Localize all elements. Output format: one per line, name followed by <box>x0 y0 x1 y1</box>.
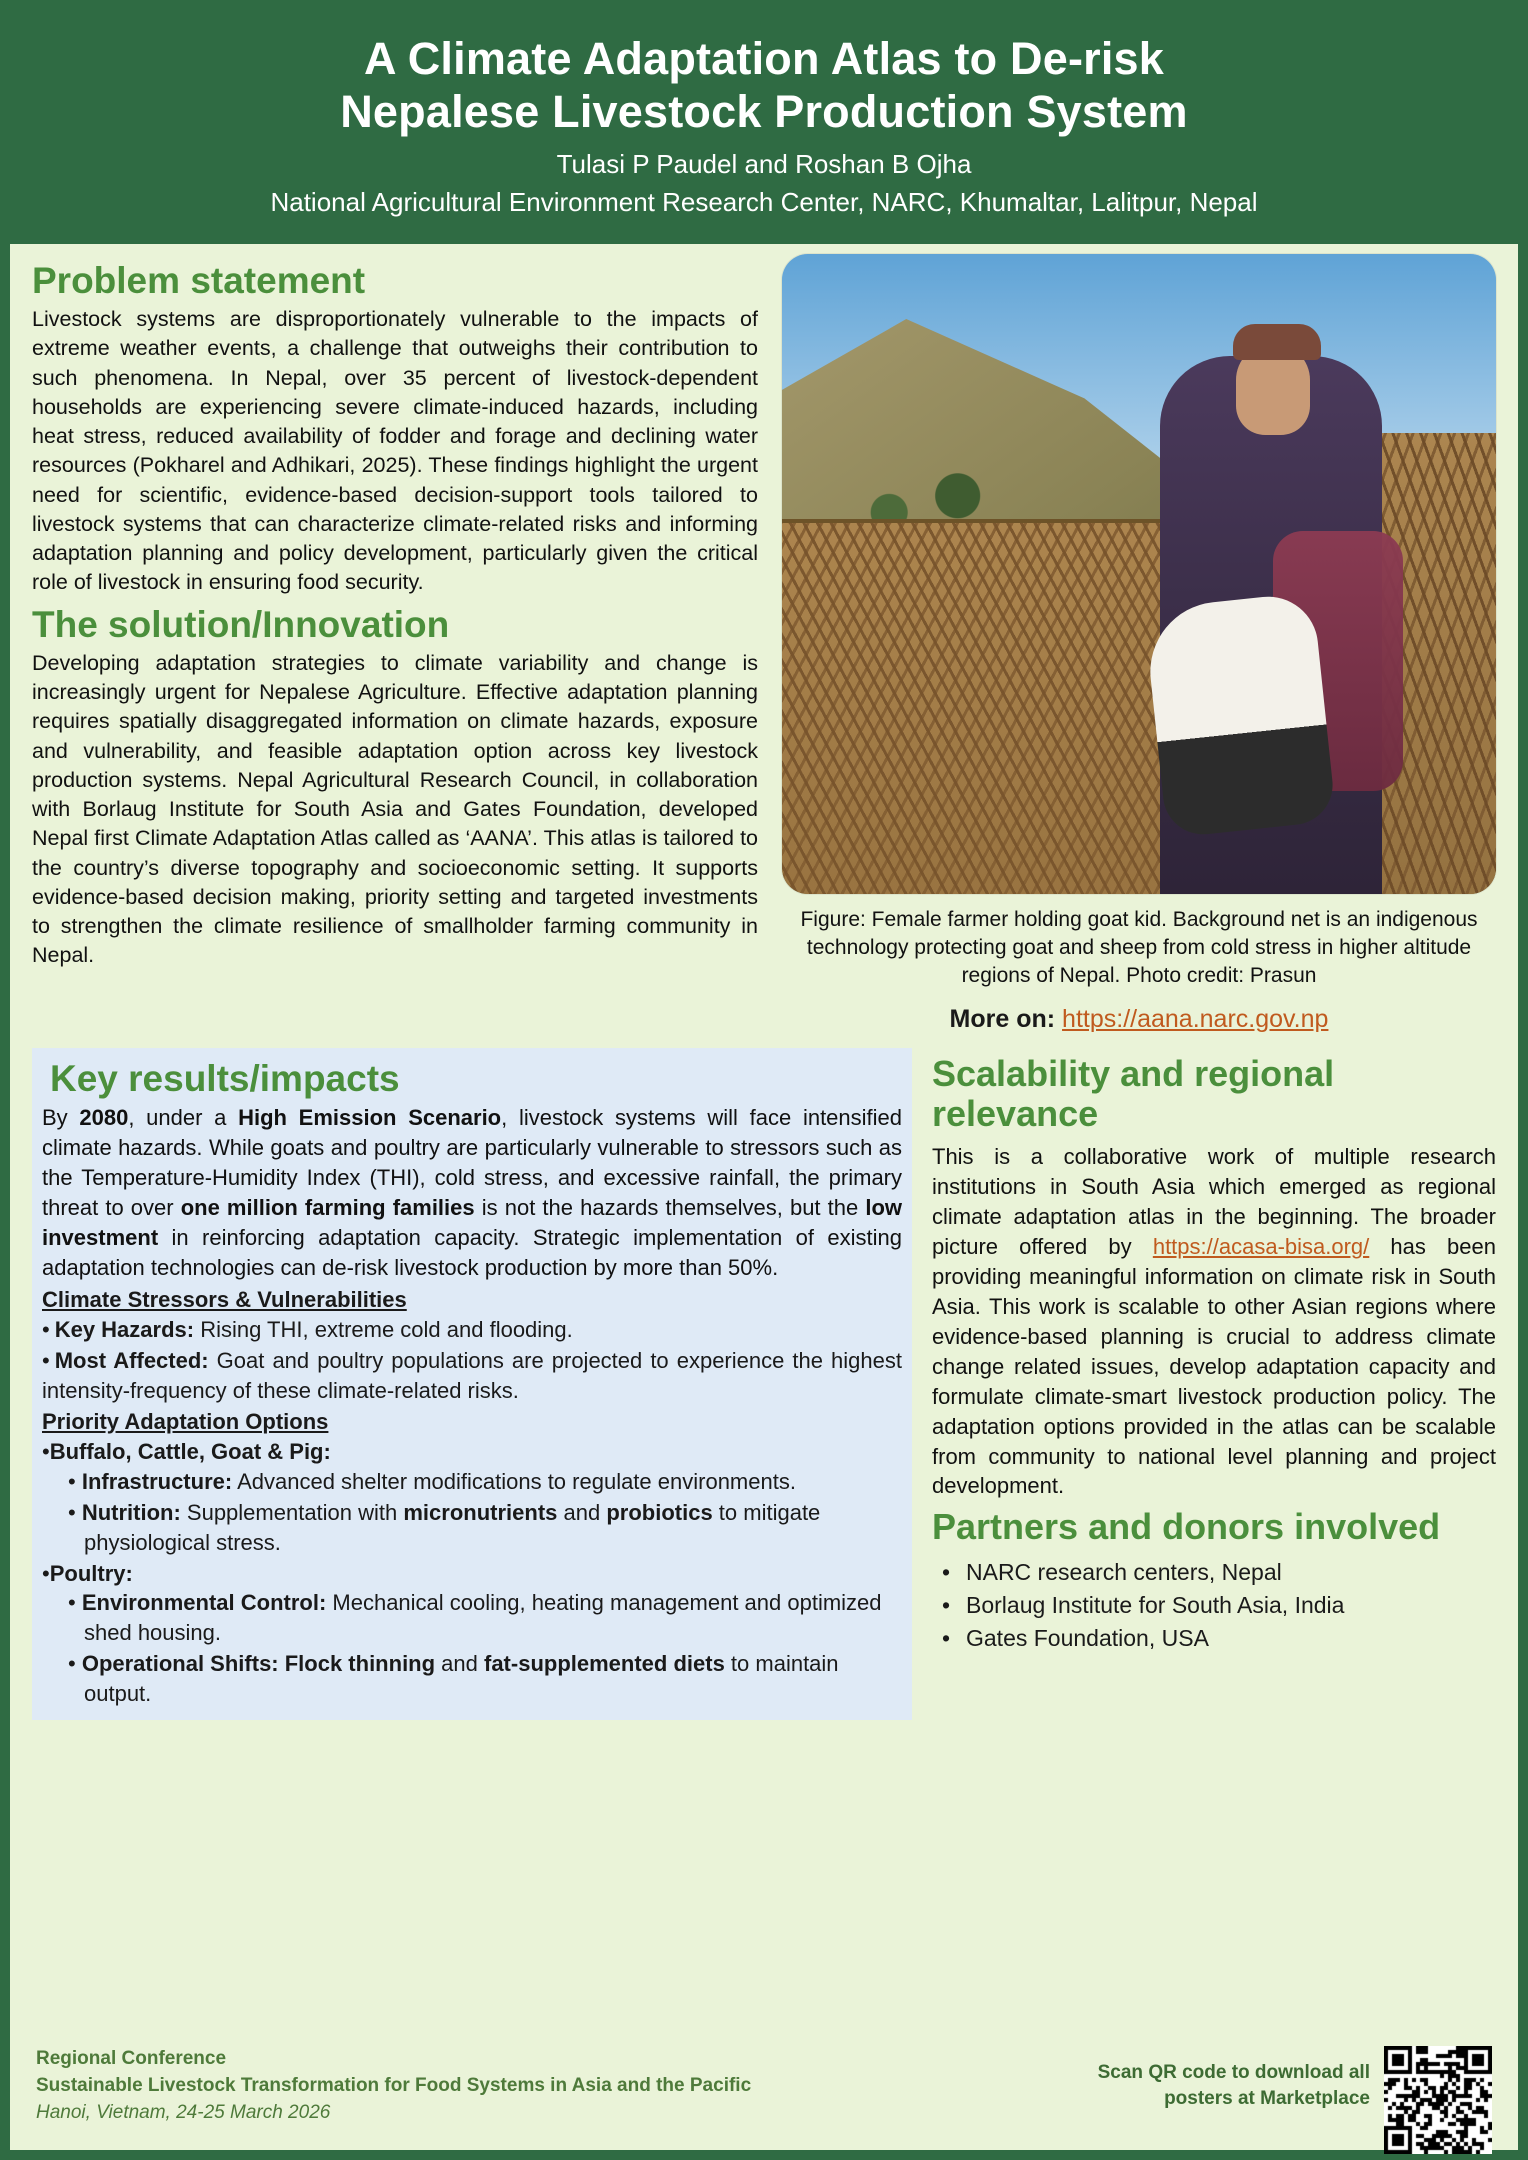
authors: Tulasi P Paudel and Roshan B Ojha <box>556 149 972 180</box>
key-results-segment-0: By <box>42 1105 80 1131</box>
figure-caption: Figure: Female farmer holding goat kid. Background net is an indigenous technology protecting goat and sheep from cold stress in higher altitude regions of Nepal. Photo credit: Prasun <box>800 907 1478 988</box>
climate-stressors-list <box>42 1315 902 1405</box>
bullet-icon: • <box>42 1316 50 1342</box>
problem-statement-text: Livestock systems are disproportionately vulnerable to the impacts of extreme weather events, a challenge that outweighs their contribution to such phenomena. In Nepal, over 35 percent of livestock-dependent households are experiencing severe climate-induced hazards, including heat stress, reduced availability of fodder and forage and declining water resources (Pokharel and Adhikari, 2025). These findings highlight the urgent need for scientific, evidence-based decision-support tools tailored to livestock systems that can characterize climate-related risks and informing adaptation planning and policy development, particularly given the critical role of livestock in ensuring food security. <box>32 307 758 595</box>
key-results-segment-3: High Emission Scenario <box>238 1105 502 1131</box>
adaptation-option-text: to maintain output. <box>84 1651 839 1706</box>
page-title <box>50 32 1478 138</box>
adaptation-group-label: Poultry: <box>49 1560 133 1586</box>
qr-area <box>1098 2046 1492 2154</box>
key-results-segment-8: in reinforcing adaptation capacity. Strategic implementation of existing adaptation technologies can de-risk livestock production by more than 50%. <box>42 1224 902 1280</box>
adaptation-option-list <box>68 1588 902 1708</box>
conference-info <box>36 2046 751 2127</box>
adaptation-option-text: and <box>557 1500 607 1526</box>
acasa-link[interactable]: https://acasa-bisa.org/ <box>1152 1234 1370 1260</box>
solution-text: Developing adaptation strategies to climate variability and change is increasingly urgent for Nepalese Agriculture. Effective adaptation planning requires spatially disaggregated information on climate hazards, exposure and vulnerability, and feasible adaptation option across key livestock production systems. Nepal Agricultural Research Council, in collaboration with Borlaug Institute for South Asia and Gates Foundation, developed Nepal first Climate Adaptation Atlas called as ‘AANA’. This atlas is tailored to the country’s diverse topography and socioeconomic setting. It supports evidence-based decision making, priority setting and targeted investments to strengthen the climate resilience of smallholder farming community in Nepal. <box>32 651 758 968</box>
bullet-icon: • <box>42 1348 50 1374</box>
adaptation-option-text: Supplementation with <box>180 1500 404 1526</box>
right-column <box>782 254 1496 1034</box>
key-results-segment-6: is not the hazards themselves, but the <box>474 1194 866 1220</box>
adaptation-option-label: Operational Shifts: Flock thinning <box>81 1651 436 1677</box>
adaptation-group-label: Buffalo, Cattle, Goat & Pig: <box>49 1439 331 1465</box>
priority-adaptation-groups <box>42 1437 902 1708</box>
bottom-row <box>32 1048 1496 1721</box>
photo-goat-kid <box>1143 592 1336 839</box>
conference-line-1: Regional Conference <box>36 2048 227 2069</box>
aana-atlas-link[interactable]: https://aana.narc.gov.np <box>1062 1004 1329 1033</box>
poster-footer <box>10 2038 1518 2150</box>
priority-adaptation-heading: Priority Adaptation Options <box>42 1409 329 1435</box>
climate-stressors-heading: Climate Stressors & Vulnerabilities <box>42 1286 407 1312</box>
partner-item: • Gates Foundation, USA <box>932 1622 1496 1655</box>
problem-statement-heading: Problem statement <box>32 259 366 301</box>
qr-instruction <box>1098 2046 1370 2111</box>
adaptation-option-emphasis: probiotics <box>606 1500 713 1526</box>
adaptation-option-text: to mitigate physiological stress. <box>84 1500 821 1555</box>
stressor-label: Most Affected: <box>54 1348 209 1374</box>
key-results-paragraph <box>42 1103 902 1282</box>
bullet-icon: • <box>68 1590 82 1616</box>
stressor-text: Rising THI, extreme cold and flooding. <box>194 1316 573 1342</box>
adaptation-group-heading <box>42 1437 902 1466</box>
bullet-icon: • <box>42 1439 50 1465</box>
qr-instruction-line-1: Scan QR code to download all <box>1097 2062 1370 2083</box>
bullet-icon: • <box>42 1560 50 1586</box>
adaptation-option-item <box>68 1588 902 1647</box>
partners-heading: Partners and donors involved <box>932 1506 1441 1548</box>
solution-heading: The solution/Innovation <box>32 603 450 645</box>
qr-code[interactable] <box>1384 2046 1492 2154</box>
photo-farmer-hat <box>1233 324 1321 360</box>
stressor-label: Key Hazards: <box>54 1316 195 1342</box>
key-results-panel <box>32 1048 912 1721</box>
bullet-icon: • <box>68 1500 82 1526</box>
adaptation-option-text: and <box>435 1651 484 1677</box>
stressor-item <box>42 1315 902 1344</box>
poster-body <box>10 254 1518 1721</box>
scalability-text-before: This is a collaborative work of multiple research institutions in South Asia which emerged as regional climate adaptation atlas in the beginning. The broader picture offered by <box>932 1144 1496 1260</box>
adaptation-option-text: Mechanical cooling, heating management and optimized shed housing. <box>84 1590 882 1645</box>
key-results-segment-1: 2080 <box>79 1105 129 1131</box>
key-results-segment-5: one million farming families <box>180 1194 475 1220</box>
adaptation-option-item <box>68 1498 902 1557</box>
affiliation: National Agricultural Environment Research Center, NARC, Khumaltar, Lalitpur, Nepal <box>270 186 1258 217</box>
key-results-heading: Key results/impacts <box>50 1057 400 1099</box>
top-row <box>32 254 1496 1034</box>
title-line-1: A Climate Adaptation Atlas to De-risk <box>363 33 1165 84</box>
field-photo <box>782 254 1496 894</box>
poster-header <box>10 10 1518 244</box>
conference-line-2: Sustainable Livestock Transformation for Food Systems in Asia and the Pacific <box>36 2074 752 2096</box>
more-on-line <box>782 1005 1496 1034</box>
adaptation-option-label: Environmental Control: <box>81 1590 327 1616</box>
adaptation-option-item <box>68 1467 902 1496</box>
bullet-icon: • <box>68 1468 82 1494</box>
right-bottom-column <box>932 1048 1496 1656</box>
scalability-heading: Scalability and regional relevance <box>932 1052 1335 1135</box>
conference-line-3: Hanoi, Vietnam, 24-25 March 2026 <box>36 2101 331 2123</box>
key-results-segment-2: , under a <box>128 1105 239 1131</box>
adaptation-option-text: Advanced shelter modifications to regulate environments. <box>232 1468 796 1494</box>
adaptation-option-label: Nutrition: <box>81 1500 181 1526</box>
stressor-text: Goat and poultry populations are projected to experience the highest intensity-frequency of these climate-related risks. <box>42 1348 903 1403</box>
adaptation-option-emphasis: micronutrients <box>403 1500 558 1526</box>
bullet-icon: • <box>68 1651 82 1677</box>
more-on-label: More on: <box>949 1004 1056 1033</box>
adaptation-option-list <box>68 1467 902 1557</box>
stressor-item <box>42 1346 902 1405</box>
adaptation-option-emphasis: fat-supplemented diets <box>484 1651 725 1677</box>
key-results-segment-4: , livestock systems will face intensified climate hazards. While goats and poultry are particularly vulnerable to stressors such as the Temperature-Humidity Index (THI), cold stress, and excessive rainfall, the primary threat to over <box>42 1105 903 1220</box>
scalability-text <box>932 1142 1496 1501</box>
scalability-text-after: has been providing meaningful information on climate risk in South Asia. This work is scalable to other Asian regions where evidence-based planning is crucial to address climate change related issues, develop adaptation capacity and formulate climate-smart livestock production policy. The adaptation options provided in the atlas can be scalable from community to national level planning and project development. <box>932 1234 1496 1499</box>
partner-item: • Borlaug Institute for South Asia, India <box>932 1589 1496 1622</box>
partner-item: • NARC research centers, Nepal <box>932 1556 1496 1589</box>
key-results-segment-7: low investment <box>42 1194 902 1250</box>
adaptation-group-heading <box>42 1559 902 1588</box>
adaptation-option-item <box>68 1649 902 1708</box>
qr-instruction-line-2: posters at Marketplace <box>1164 2087 1370 2109</box>
partners-list <box>932 1556 1496 1656</box>
title-line-2: Nepalese Livestock Production System <box>340 86 1188 138</box>
adaptation-option-label: Infrastructure: <box>81 1468 233 1494</box>
left-column <box>32 254 758 975</box>
